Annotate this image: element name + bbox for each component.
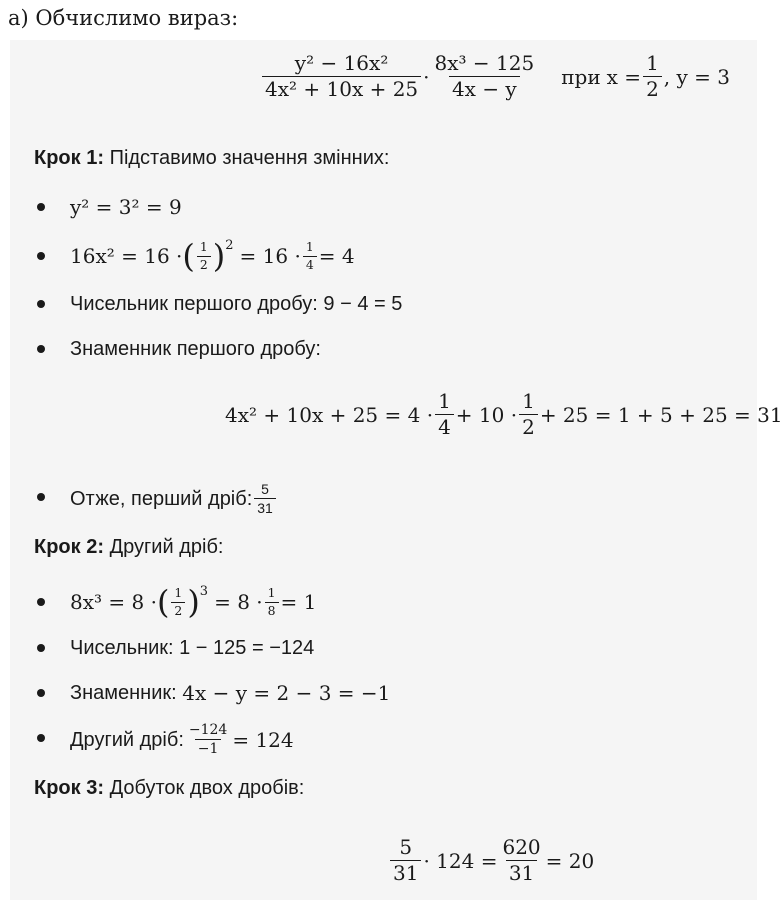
- bullet: [37, 345, 45, 353]
- x-value-fraction: $\frac{1}{2}$: [643, 52, 662, 101]
- step-1-bullet-1: y² = 3² = 9: [70, 195, 182, 219]
- bullet: [37, 644, 45, 652]
- product-calculation: $\frac{5}{31}$ · 124 = $\frac{620}{31}$ = 20: [388, 836, 594, 885]
- step-2-bullet-2: Чисельник: 1 − 125 = −124: [70, 637, 315, 659]
- step-2-bullet-4: Другий дріб: $\frac{-124}{-1}$ = 124: [70, 722, 294, 758]
- section-heading: а) Обчислимо вираз:: [8, 6, 239, 30]
- bullet: [37, 598, 45, 606]
- step-1-bullet-4: Знаменник першого дробу:: [70, 338, 321, 360]
- step-2-heading: Крок 2: Другий дріб:: [34, 536, 224, 558]
- second-fraction: $\frac{\text{8x³ − 125}}{4x - y}$: [434, 51, 535, 101]
- denominator-calculation: 4x² + 10x + 25 = 4 · $\frac{1}{4}$ + 10 · $\frac{1}{2}$ + 25 = 1 + 5 + 25 = 31: [225, 389, 783, 439]
- main-expression: $\frac{\text{y² − 16x²}}{\text{4x² + 10x + 25}}$ · $\frac{\text{8x³ − 125}}{4x - y}$ при x = $\frac{1}{2}$ , y = 3: [260, 52, 730, 101]
- condition-prefix: при: [561, 64, 601, 89]
- first-fraction: $\frac{\text{y² − 16x²}}{\text{4x² + 10x + 25}}$: [262, 52, 421, 101]
- bullet: [37, 493, 45, 501]
- step-1-bullet-5: Отже, перший дріб: $\frac{5}{31}$: [70, 481, 278, 516]
- bullet: [37, 203, 45, 211]
- bullet: [37, 734, 45, 742]
- step-2-bullet-1: 8x³ = 8 · ( $\frac{1}{2}$ ) $^3$ = 8 · $\frac{1}{8}$ = 1: [70, 583, 317, 621]
- step-1-bullet-3: Чисельник першого дробу: 9 − 4 = 5: [70, 293, 403, 315]
- bullet: [37, 689, 45, 697]
- bullet: [37, 300, 45, 308]
- solution-panel: [10, 40, 783, 900]
- step-1-heading: Крок 1: Підставимо значення змінних:: [34, 147, 390, 169]
- step-1-bullet-2: 16x² = 16 · ( $\frac{1}{2}$ ) $^2$ = 16 · $\frac{1}{4}$ = 4: [70, 237, 355, 275]
- step-3-heading: Крок 3: Добуток двох дробів:: [34, 777, 305, 799]
- step-2-bullet-3: Знаменник: 4x − y = 2 − 3 = −1: [70, 681, 391, 705]
- bullet: [37, 252, 45, 260]
